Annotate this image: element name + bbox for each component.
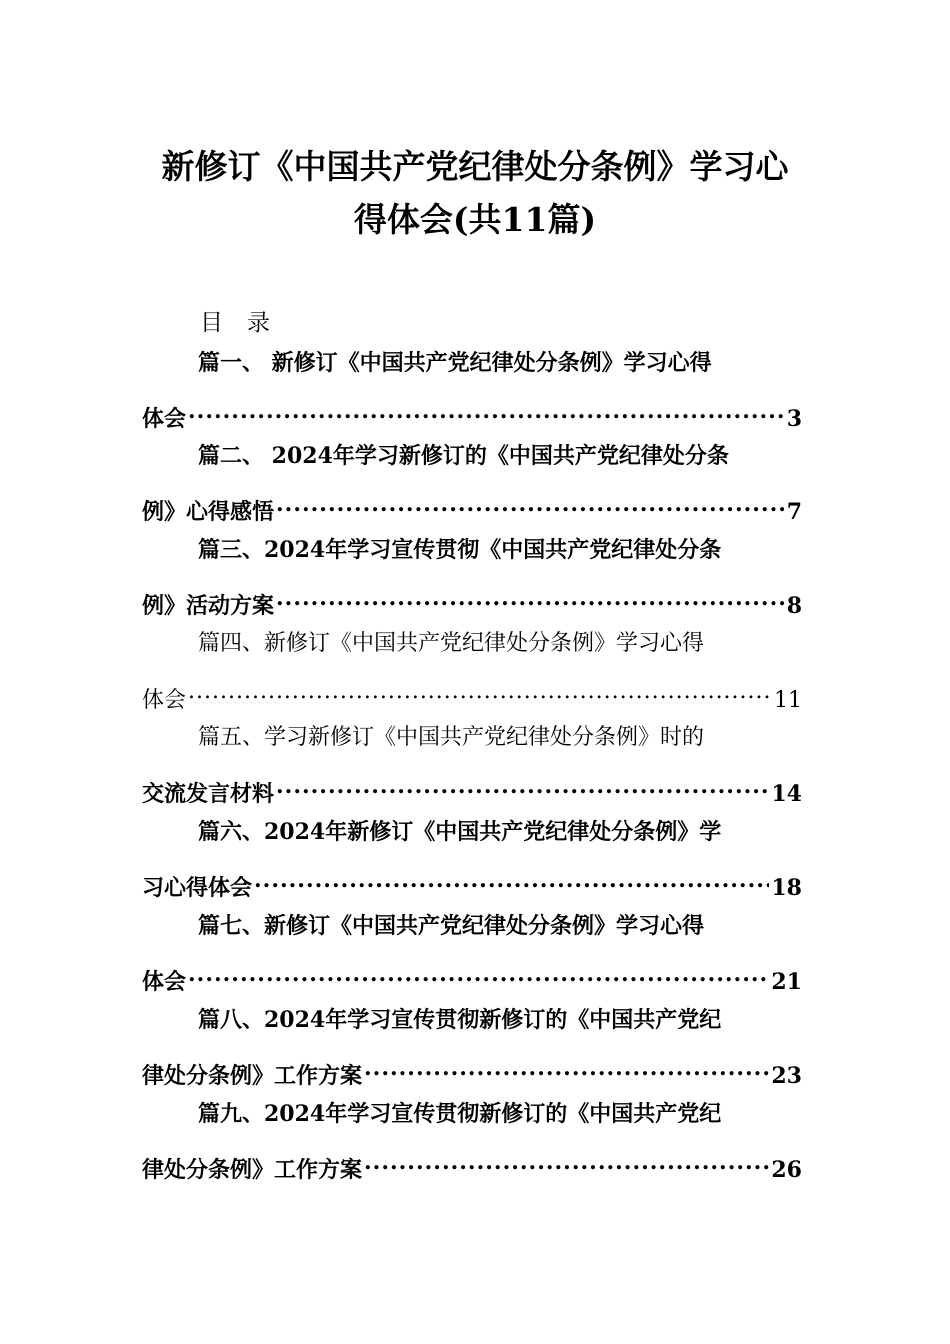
toc-entry-title-end: 习心得体会 [142, 875, 253, 901]
toc-entry-title: 篇六、2024年新修订《中国共产党纪律处分条例》学 [198, 819, 722, 845]
toc-page-number: 23 [771, 1063, 802, 1089]
toc-page-number: 11 [774, 688, 802, 713]
dot-leader [254, 865, 769, 895]
toc-entry-title-end: 体会 [142, 688, 187, 713]
toc-heading: 目录 [200, 310, 294, 336]
toc-entry-title-end: 律处分条例》工作方案 [142, 1157, 363, 1183]
toc-entry-title: 篇五、学习新修订《中国共产党纪律处分条例》时的 [198, 725, 705, 750]
toc-entry-continuation [142, 583, 802, 621]
toc-entry-title: 篇八、2024年学习宣传贯彻新修订的《中国共产党纪 [198, 1007, 722, 1033]
toc-entry-title-end: 律处分条例》工作方案 [142, 1063, 363, 1089]
toc-entry-title: 篇七、新修订《中国共产党纪律处分条例》学习心得 [198, 913, 705, 939]
dot-leader [188, 677, 772, 707]
toc-entry-continuation [142, 1147, 802, 1185]
toc-entry-continuation [142, 677, 802, 716]
toc-entry-title-end: 交流发言材料 [142, 781, 275, 807]
dot-leader [276, 489, 785, 519]
dot-leader [276, 583, 785, 613]
toc-entry-continuation [142, 1053, 802, 1091]
toc-entry-continuation [142, 396, 802, 434]
toc-entry-title: 篇一、 新修订《中国共产党纪律处分条例》学习心得 [198, 350, 712, 376]
toc-page-number: 26 [771, 1157, 802, 1183]
toc-page-number: 21 [771, 969, 802, 995]
toc-entry-continuation [142, 771, 802, 809]
dot-leader [364, 1147, 769, 1177]
toc-entry-continuation [142, 489, 802, 527]
dot-leader [364, 1053, 769, 1083]
toc-page-number: 7 [786, 499, 802, 525]
toc-entry-title: 篇二、 2024年学习新修订的《中国共产党纪律处分条 [198, 443, 729, 469]
toc-page-number: 14 [771, 781, 802, 807]
toc-page-number: 8 [786, 593, 802, 619]
toc-entry-continuation [142, 959, 802, 997]
dot-leader [188, 396, 785, 426]
dot-leader [188, 959, 769, 989]
toc-entry-title-end: 体会 [142, 406, 187, 432]
dot-leader [276, 771, 769, 801]
toc-entry-title: 篇三、2024年学习宣传贯彻《中国共产党纪律处分条 [198, 537, 722, 563]
toc-entry-title-end: 体会 [142, 969, 187, 995]
document-title-line1: 新修订《中国共产党纪律处分条例》学习心 [161, 147, 789, 186]
toc-entry-continuation [142, 865, 802, 903]
toc-entry-title-end: 例》心得感悟 [142, 499, 275, 525]
toc-page-number: 18 [771, 875, 802, 901]
document-title-line2: 得体会(共11篇) [353, 200, 597, 239]
toc-entry-title-end: 例》活动方案 [142, 593, 275, 619]
toc-entry-title: 篇四、新修订《中国共产党纪律处分条例》学习心得 [198, 631, 705, 656]
toc-entry-title: 篇九、2024年学习宣传贯彻新修订的《中国共产党纪 [198, 1101, 722, 1127]
toc-page-number: 3 [786, 406, 802, 432]
